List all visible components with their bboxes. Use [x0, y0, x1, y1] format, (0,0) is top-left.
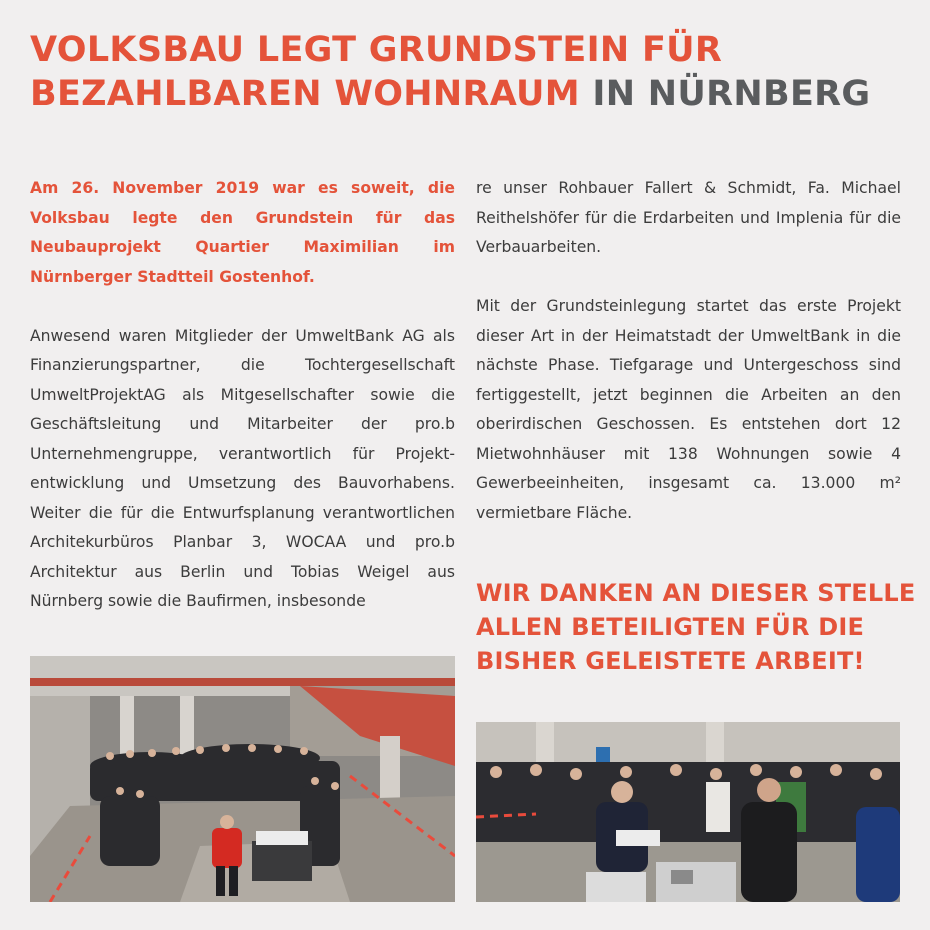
thanks-heading: WIR DANKEN AN DIESER STELLE ALLEN BETEILIGTEN FÜR DIE BISHER GELEISTETE ARBEIT!	[476, 579, 916, 675]
photo-ceremony-crowd-illustration	[30, 656, 455, 902]
photo-foundation-stone-illustration	[476, 722, 900, 902]
article-column-right	[476, 174, 901, 528]
article-paragraph-1-continued: re unser Rohbauer Fallert & Schmidt, Fa. Michael Reithelshöfer für die Erdarbeiten und Implenia für die Verbauarbeiten.	[476, 179, 901, 256]
article-column-left	[30, 174, 455, 617]
headline	[30, 28, 910, 116]
headline-grey: IN NÜRNBERG	[592, 74, 871, 114]
article-paragraph-1: Anwesend waren Mitglieder der UmweltBank AG als Finanzierungspartner, die Tochtergesellschaft UmweltProjektAG als Mitgesellschafter sowie die Geschäftsleitung und Mitarbeiter der pro.b Unternehmengruppe, verantwortlich für Projektentwicklung und Umsetzung des Bauvorhabens. Weiter die für die Entwurfsplanung verantwortlichen Architekurbüros Planbar 3, WOCAA und pro.b Architektur aus Berlin und Tobias Weigel aus Nürnberg sowie die Baufirmen, insbesonde	[30, 326, 455, 610]
article-intro: Am 26. November 2019 war es soweit, die Volksbau legte den Grundstein für das Neubauprojekt Quartier Maximilian im Nürnberger Stadtteil Gostenhof.	[30, 179, 455, 286]
headline-red: VOLKSBAU LEGT GRUNDSTEIN FÜR BEZAHLBAREN WOHNRAUM	[30, 30, 723, 114]
article-paragraph-2: Mit der Grundsteinlegung startet das erste Projekt dieser Art in der Heimatstadt der UmweltBank in die nächste Phase. Tiefgarage und Untergeschoss sind fertiggestellt, jetzt beginnen die Arbeiten an den oberirdischen Geschossen. Es entstehen dort 12 Mietwohnhäuser mit 138 Wohnungen sowie 4 Gewerbeeinheiten, insgesamt ca. 13.000 m² vermietbare Fläche.	[476, 297, 901, 522]
photo-foundation-stone	[476, 722, 900, 902]
photo-ceremony-crowd	[30, 656, 455, 902]
